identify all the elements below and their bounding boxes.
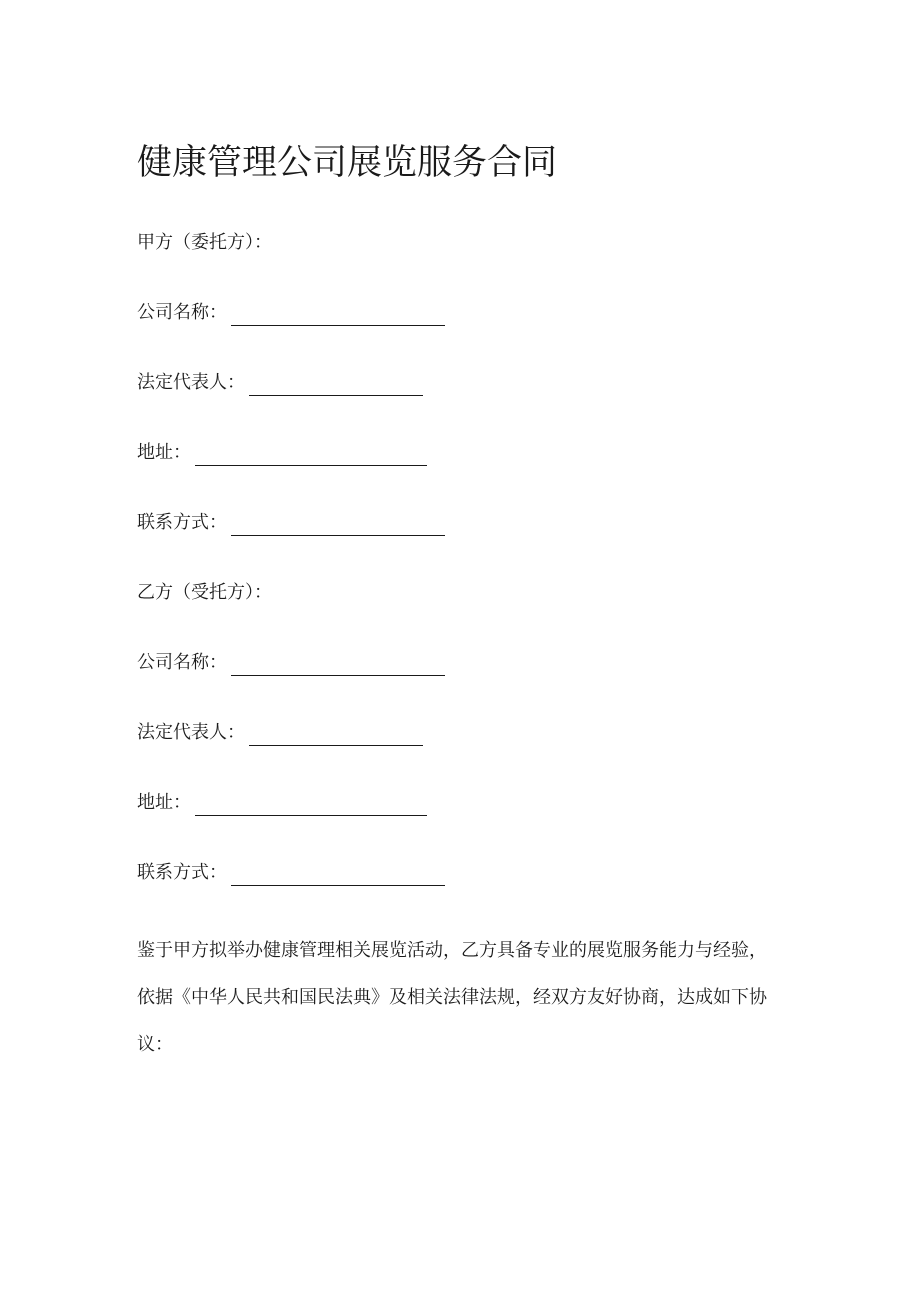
party-a-heading <box>137 230 272 256</box>
party-a-heading-text: 甲方（委托方）： <box>137 232 272 253</box>
party-b-rep-blank <box>249 727 423 746</box>
document-title: 健康管理公司展览服务合同 <box>137 143 558 183</box>
party-a-address-row <box>137 440 427 466</box>
party-a-contact-row <box>137 510 445 536</box>
party-a-rep-label: 法定代表人： <box>137 372 245 393</box>
party-a-contact-blank <box>231 517 445 536</box>
preamble-line: 鉴于甲方拟举办健康管理相关展览活动，乙方具备专业的展览服务能力与经验， <box>137 940 767 961</box>
party-b-contact-blank <box>231 867 445 886</box>
party-a-rep-row <box>137 370 423 396</box>
party-a-company-blank <box>231 307 445 326</box>
party-b-heading <box>137 580 272 606</box>
party-a-contact-label: 联系方式： <box>137 512 227 533</box>
party-b-contact-label: 联系方式： <box>137 862 227 883</box>
party-b-heading-text: 乙方（受托方）： <box>137 582 272 603</box>
party-b-address-label: 地址： <box>137 792 191 813</box>
party-b-contact-row <box>137 860 445 886</box>
party-b-company-blank <box>231 657 445 676</box>
preamble-line: 依据《中华人民共和国民法典》及相关法律法规，经双方友好协商，达成如下协 <box>137 987 767 1008</box>
party-b-company-row <box>137 650 445 676</box>
party-b-company-label: 公司名称： <box>137 652 227 673</box>
party-b-address-row <box>137 790 427 816</box>
preamble-line: 议： <box>137 1034 173 1055</box>
preamble-paragraph <box>137 927 797 1068</box>
party-a-address-blank <box>195 447 427 466</box>
party-a-address-label: 地址： <box>137 442 191 463</box>
party-a-company-label: 公司名称： <box>137 302 227 323</box>
party-a-rep-blank <box>249 377 423 396</box>
party-a-company-row <box>137 300 445 326</box>
party-b-rep-row <box>137 720 423 746</box>
party-b-address-blank <box>195 797 427 816</box>
party-b-rep-label: 法定代表人： <box>137 722 245 743</box>
